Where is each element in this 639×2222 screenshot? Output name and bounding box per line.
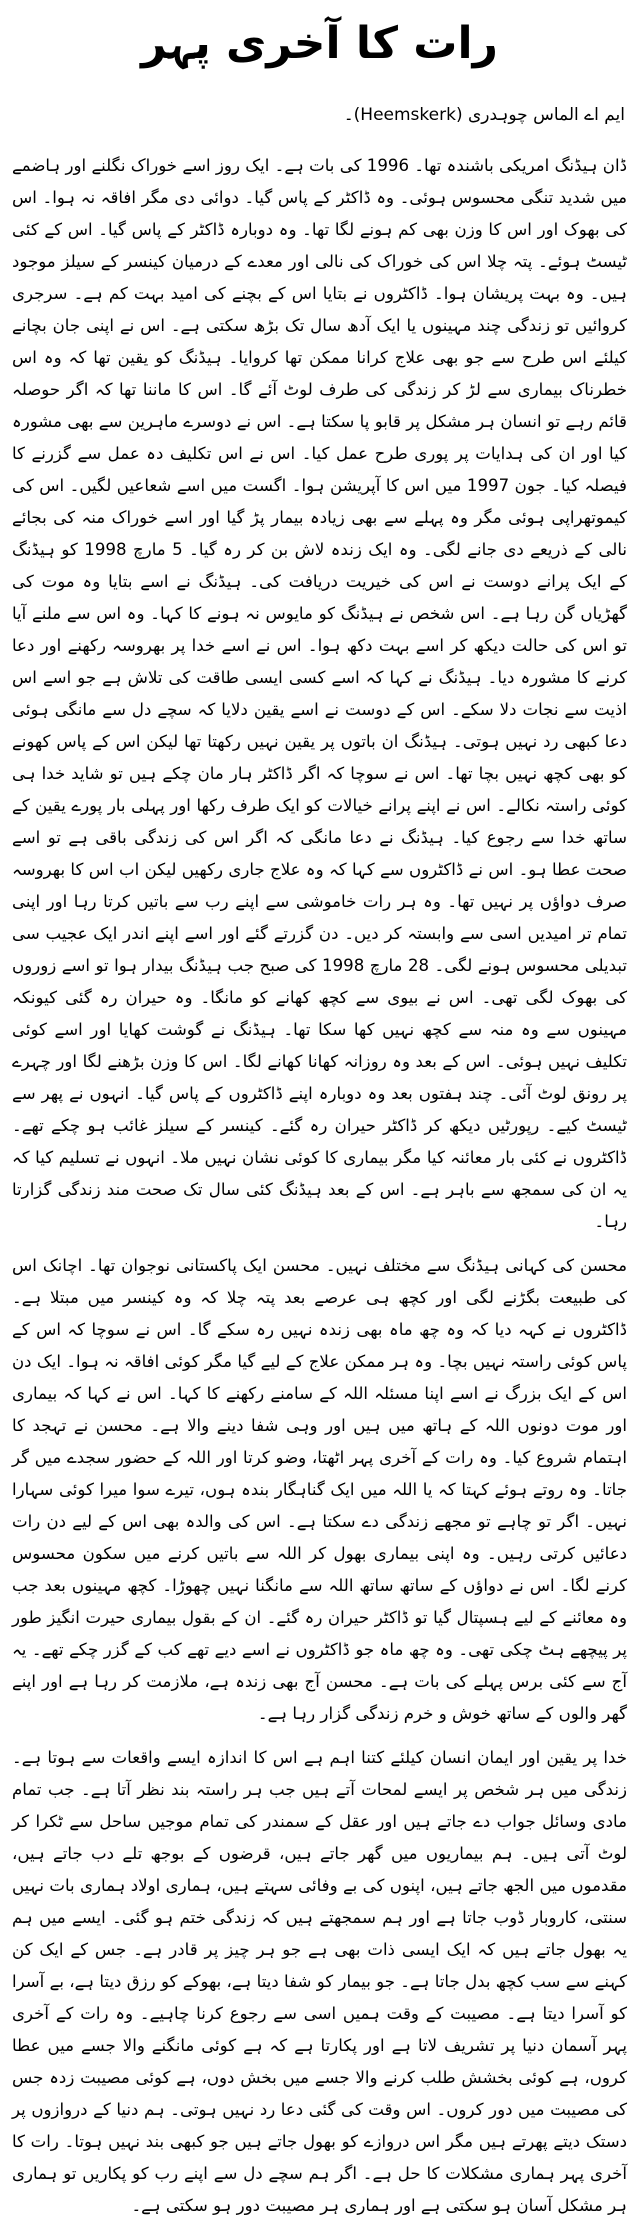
article-paragraph: ڈان ہیڈنگ امریکی باشندہ تھا۔ 1996 کی بات ہے۔ ایک روز اسے خوراک نگلنے اور ہاضمے میں شدید تنگی محسوس ہوئی۔ وہ ڈاکٹر کے پاس گیا۔ دوائی دی مگر افاقہ نہ ہوا۔ اس کی بھوک اور اس کا وزن بھی کم ہونے لگا تھا۔ وہ دوبارہ ڈاکٹر کے پاس گیا۔ اس کے کئی ٹیسٹ ہوئے۔ پتہ چلا اس کی خوراک کی نالی اور معدے کے درمیان کینسر کے سیلز موجود ہیں۔ وہ بہت پریشان ہوا۔ ڈاکٹروں نے بتایا اس کے بچنے کی امید بہت کم ہے۔ سرجری کروائیں تو زندگی چند مہینوں یا ایک آدھ سال تک بڑھ سکتی ہے۔ اس نے اپنی جان بچانے کیلئے اس طرح سے جو بھی علاج کرانا ممکن تھا کروایا۔ ہیڈنگ کو یقین تھا کہ وہ اس خطرناک بیماری سے لڑ کر زندگی کی طرف لوٹ آئے گا۔ اس کا ماننا تھا کہ اگر حوصلہ قائم رہے تو انسان ہر مشکل پر قابو پا سکتا ہے۔ اس نے دوسرے ماہرین سے بھی مشورہ کیا اور ان کی ہدایات پر پوری طرح عمل کیا۔ اس نے اس تکلیف دہ عمل سے گزرنے کا فیصلہ کیا۔ جون 1997 میں اس کا آپریشن ہوا۔ اگست میں اسے شعاعیں لگیں۔ اس کی کیموتھراپی ہوئی مگر وہ پہلے سے بھی زیادہ بیمار پڑ گیا اور اسے خوراک منہ کی بجائے نالی کے ذریعے دی جانے لگی۔ وہ ایک زندہ لاش بن کر رہ گیا۔ 5 مارچ 1998 کو ہیڈنگ کے ایک پرانے دوست نے اس کی خیریت دریافت کی۔ ہیڈنگ نے اسے بتایا وہ موت کی گھڑیاں گن رہا ہے۔ اس شخص نے ہیڈنگ کو مایوس نہ ہونے کا کہا۔ وہ اس سے ملنے آیا تو اس کی حالت دیکھ کر اسے بہت دکھ ہوا۔ اس نے اسے خدا پر بھروسہ رکھنے اور دعا کرنے کا مشورہ دیا۔ ہیڈنگ نے کہا کہ اسے کسی ایسی طاقت کی تلاش ہے جو اسے اس اذیت سے نجات دلا سکے۔ اس کے دوست نے اسے یقین دلایا کہ سچے دل سے مانگی ہوئی دعا کبھی رد نہیں ہوتی۔ ہیڈنگ ان باتوں پر یقین نہیں رکھتا تھا لیکن اس کے پاس کھونے کو بھی کچھ نہیں بچا تھا۔ اس نے سوچا کہ اگر ڈاکٹر ہار مان چکے ہیں تو شاید خدا ہی کوئی راستہ نکالے۔ اس نے اپنے پرانے خیالات کو ایک طرف رکھا اور پہلی بار پورے یقین کے ساتھ خدا سے رجوع کیا۔ ہیڈنگ نے دعا مانگی کہ اگر اس کی زندگی باقی ہے تو اسے صحت عطا ہو۔ اس نے ڈاکٹروں سے کہا کہ وہ علاج جاری رکھیں لیکن اب اس کا بھروسہ صرف دواؤں پر نہیں تھا۔ وہ ہر رات خاموشی سے اپنے رب سے باتیں کرتا رہا اور اپنی تمام تر امیدیں اسی سے وابستہ کر دیں۔ دن گزرتے گئے اور اسے اپنے اندر ایک عجیب سی تبدیلی محسوس ہونے لگی۔ 28 مارچ 1998 کی صبح جب ہیڈنگ بیدار ہوا تو اسے زوروں کی بھوک لگی تھی۔ اس نے بیوی سے کچھ کھانے کو مانگا۔ وہ حیران رہ گئی کیونکہ مہینوں سے وہ منہ سے کچھ نہیں کھا سکا تھا۔ ہیڈنگ نے گوشت کھایا اور اسے کوئی تکلیف نہیں ہوئی۔ اس کے بعد وہ روزانہ کھانا کھانے لگا۔ اس کا وزن بڑھنے لگا اور چہرے پر رونق لوٹ آئی۔ چند ہفتوں بعد وہ دوبارہ اپنے ڈاکٹروں کے پاس گیا۔ انہوں نے پھر سے ٹیسٹ کیے۔ رپورٹیں دیکھ کر ڈاکٹر حیران رہ گئے۔ کینسر کے سیلز غائب ہو چکے تھے۔ ڈاکٹروں نے کئی بار معائنہ کیا مگر بیماری کا کوئی نشان نہیں ملا۔ انہوں نے تسلیم کیا کہ یہ ان کی سمجھ سے باہر ہے۔ اس کے بعد ہیڈنگ کئی سال تک صحت مند زندگی گزارتا رہا۔ xyxy=(12,156,627,1231)
article-title: رات کا آخری پہر xyxy=(141,18,498,69)
article-byline: ایم اے الماس چوہدری (Heemskerk)۔ xyxy=(343,105,625,125)
article-paragraph: محسن کی کہانی ہیڈنگ سے مختلف نہیں۔ محسن ایک پاکستانی نوجوان تھا۔ اچانک اس کی طبیعت بگڑنے لگی اور کچھ ہی عرصے بعد پتہ چلا کہ وہ کینسر میں مبتلا ہے۔ ڈاکٹروں نے کہہ دیا کہ وہ چھ ماہ بھی زندہ نہیں رہ سکے گا۔ اس نے سوچا کہ اس کے پاس کوئی راستہ نہیں بچا۔ وہ ہر ممکن علاج کے لیے گیا مگر کوئی افاقہ نہ ہوا۔ ایک دن اس کے ایک بزرگ نے اسے اپنا مسئلہ اللہ کے سامنے رکھنے کا کہا۔ اس نے کہا کہ بیماری اور موت دونوں اللہ کے ہاتھ میں ہیں اور وہی شفا دینے والا ہے۔ محسن نے تہجد کا اہتمام شروع کیا۔ وہ رات کے آخری پہر اٹھتا، وضو کرتا اور اللہ کے حضور سجدے میں گر جاتا۔ وہ روتے ہوئے کہتا کہ یا اللہ میں ایک گناہگار بندہ ہوں، تیرے سوا میرا کوئی سہارا نہیں۔ اگر تو چاہے تو مجھے زندگی دے سکتا ہے۔ اس کی والدہ بھی اس کے لیے دن رات دعائیں کرتی رہیں۔ وہ اپنی بیماری بھول کر اللہ سے باتیں کرنے میں سکون محسوس کرنے لگا۔ اس نے دواؤں کے ساتھ ساتھ اللہ سے مانگنا نہیں چھوڑا۔ کچھ مہینوں بعد جب وہ معائنے کے لیے ہسپتال گیا تو ڈاکٹر حیران رہ گئے۔ ان کے بقول بیماری حیرت انگیز طور پر پیچھے ہٹ چکی تھی۔ وہ چھ ماہ جو ڈاکٹروں نے اسے دیے تھے کب کے گزر چکے تھے۔ یہ آج سے کئی برس پہلے کی بات ہے۔ محسن آج بھی زندہ ہے، ملازمت کر رہا ہے اور اپنے گھر والوں کے ساتھ خوش و خرم زندگی گزار رہا ہے۔ xyxy=(12,1256,628,1723)
article-paragraph: خدا پر یقین اور ایمان انسان کیلئے کتنا اہم ہے اس کا اندازہ ایسے واقعات سے ہوتا ہے۔ زندگی میں ہر شخص پر ایسے لمحات آتے ہیں جب ہر راستہ بند نظر آتا ہے۔ جب تمام مادی وسائل جواب دے جاتے ہیں اور عقل کے سمندر کی تمام موجیں ساحل سے ٹکرا کر لوٹ آتی ہیں۔ ہم بیماریوں میں گھر جاتے ہیں، قرضوں کے بوجھ تلے دب جاتے ہیں، مقدموں میں الجھ جاتے ہیں، اپنوں کی بے وفائی سہتے ہیں، ہماری اولاد ہماری بات نہیں سنتی، کاروبار ڈوب جاتا ہے اور ہم سمجھتے ہیں کہ زندگی ختم ہو گئی۔ ایسے میں ہم یہ بھول جاتے ہیں کہ ایک ایسی ذات بھی ہے جو ہر چیز پر قادر ہے۔ جس کے ایک کن کہنے سے سب کچھ بدل جاتا ہے۔ جو بیمار کو شفا دیتا ہے، بھوکے کو رزق دیتا ہے، بے آسرا کو آسرا دیتا ہے۔ مصیبت کے وقت ہمیں اسی سے رجوع کرنا چاہیے۔ وہ رات کے آخری پہر آسمان دنیا پر تشریف لاتا ہے اور پکارتا ہے کہ ہے کوئی مانگنے والا جسے میں عطا کروں، ہے کوئی بخشش طلب کرنے والا جسے میں بخش دوں، ہے کوئی مصیبت زدہ جس کی مصیبت میں دور کروں۔ اس وقت کی گئی دعا رد نہیں ہوتی۔ ہم دنیا کے دروازوں پر دستک دیتے پھرتے ہیں مگر اس دروازے کو بھول جاتے ہیں جو کبھی بند نہیں ہوتا۔ رات کا آخری پہر ہماری مشکلات کا حل ہے۔ اگر ہم سچے دل سے اپنے رب کو پکاریں تو ہماری ہر مشکل آسان ہو سکتی ہے اور ہماری ہر مصیبت دور ہو سکتی ہے۔ xyxy=(12,1748,627,2215)
